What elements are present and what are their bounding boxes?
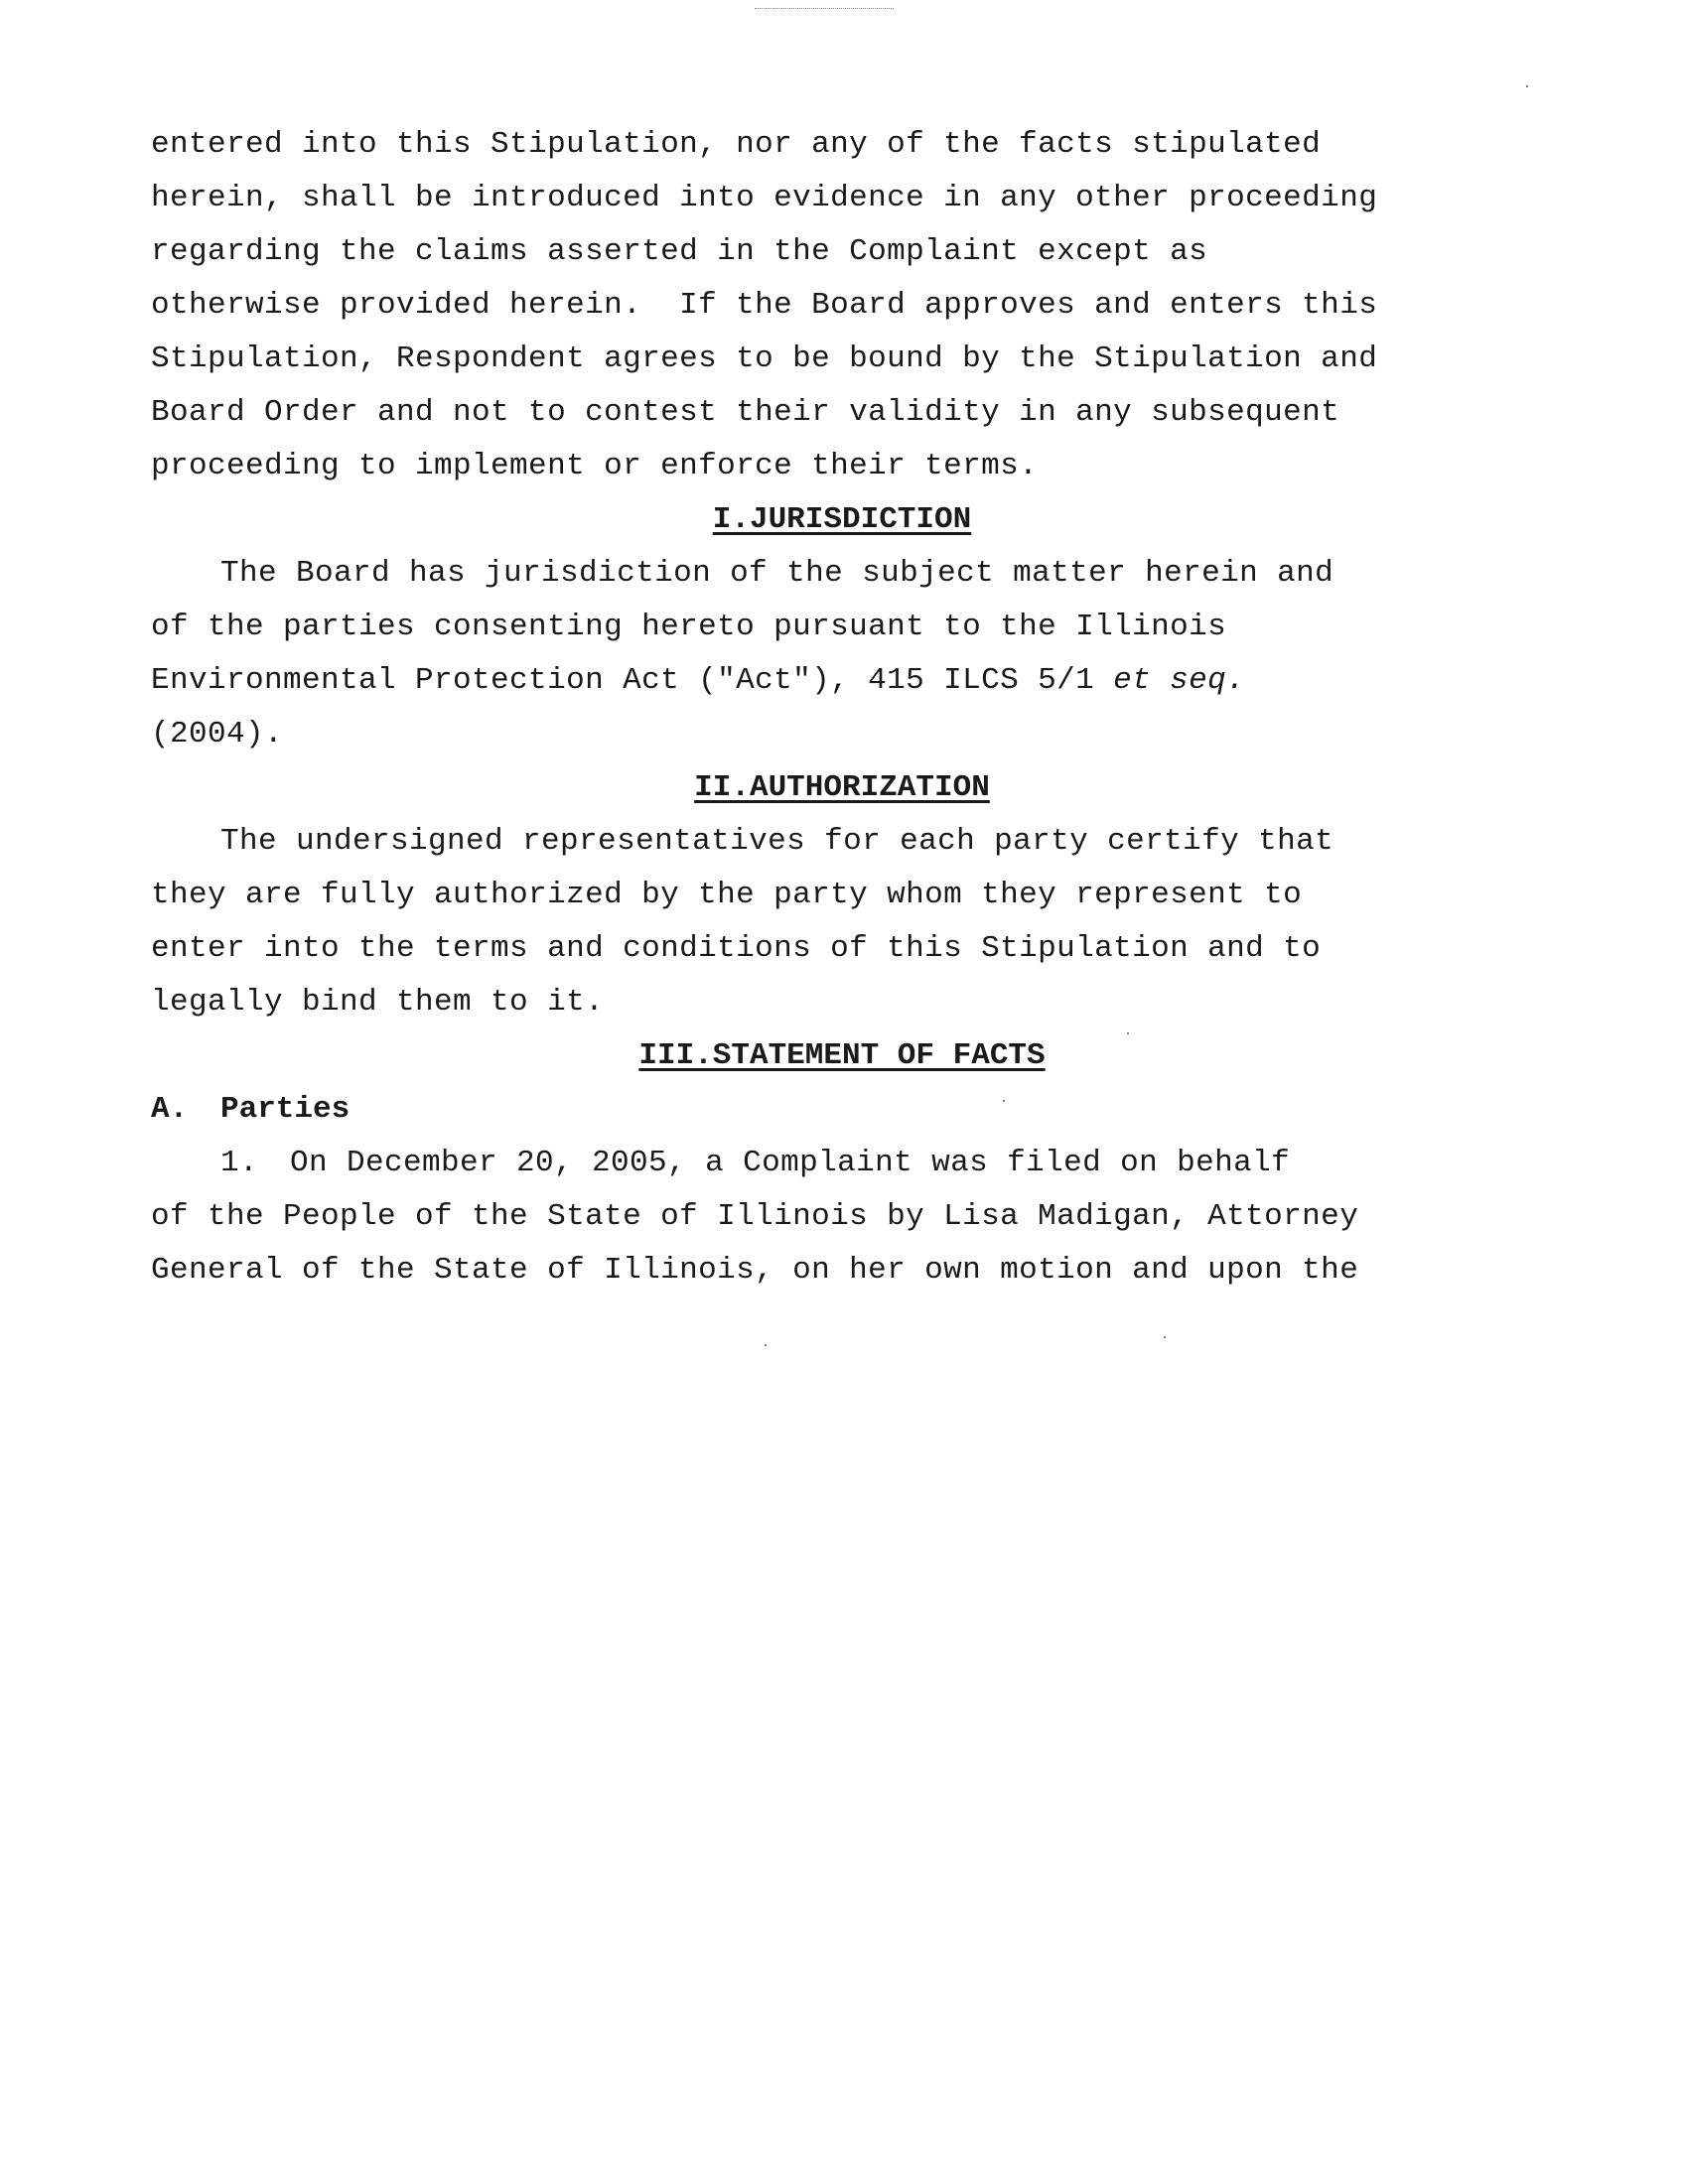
body-text-line — [151, 661, 1245, 701]
body-text-line: entered into this Stipulation, nor any of the facts stipulated — [151, 127, 1322, 162]
scan-artifact-top — [755, 8, 894, 11]
body-text-line: otherwise provided herein. If the Board approves and enters this — [151, 288, 1378, 323]
paragraph-number: 1. — [220, 1146, 259, 1180]
scan-speck — [1127, 1032, 1129, 1034]
body-text-line: Stipulation, Respondent agrees to be bound by the Stipulation and — [151, 341, 1378, 376]
body-text-line: On December 20, 2005, a Complaint was filed on behalf — [290, 1146, 1291, 1180]
section-heading-authorization: II.AUTHORIZATION — [694, 770, 990, 805]
body-text-line: herein, shall be introduced into evidence in any other proceeding — [151, 181, 1378, 215]
subheading-parties: Parties — [220, 1092, 351, 1127]
scan-speck — [765, 1344, 767, 1346]
body-text-line: Board Order and not to contest their validity in any subsequent — [151, 395, 1340, 430]
act-citation-text: Environmental Protection Act ("Act"), 415 ILCS 5/1 — [151, 663, 1114, 698]
body-text-line: legally bind them to it. — [151, 985, 605, 1020]
body-text-line: The undersigned representatives for each party certify that — [220, 824, 1334, 859]
body-text-line: General of the State of Illinois, on her own motion and upon the — [151, 1253, 1359, 1288]
body-text-line: enter into the terms and conditions of this Stipulation and to — [151, 931, 1322, 966]
body-text-line: The Board has jurisdiction of the subject matter herein and — [220, 556, 1334, 591]
section-heading-jurisdiction: I.JURISDICTION — [712, 502, 972, 537]
scan-speck — [1164, 1336, 1166, 1338]
body-text-line: of the People of the State of Illinois by Lisa Madigan, Attorney — [151, 1199, 1359, 1234]
et-seq-italic: et seq. — [1113, 663, 1246, 698]
section-heading-statement-of-facts: III.STATEMENT OF FACTS — [638, 1038, 1046, 1073]
body-text-line: they are fully authorized by the party whom they represent to — [151, 878, 1303, 912]
body-text-line: regarding the claims asserted in the Complaint except as — [151, 234, 1208, 269]
subheading-letter: A. — [151, 1092, 189, 1127]
body-text-line: (2004). — [151, 717, 284, 751]
scan-speck — [1003, 1100, 1005, 1102]
body-text-line: proceeding to implement or enforce their terms. — [151, 449, 1039, 483]
body-text-line: of the parties consenting hereto pursuant to the Illinois — [151, 610, 1227, 644]
scan-speck — [1526, 85, 1528, 87]
